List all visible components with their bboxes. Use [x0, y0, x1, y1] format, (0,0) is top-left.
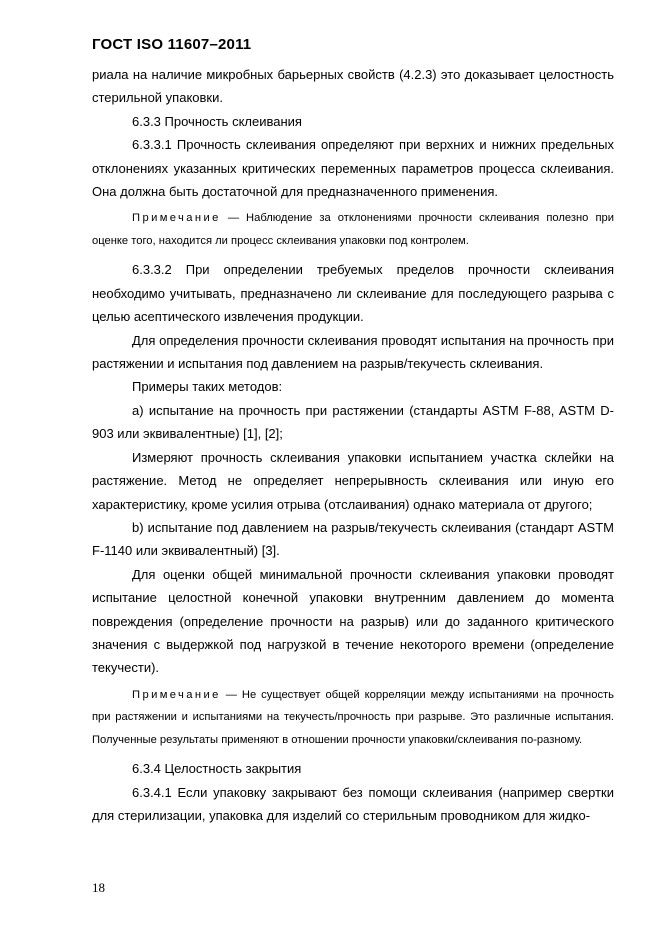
paragraph: риала на наличие микробных барьерных свойств (4.2.3) это доказывает целостность стерильной упаковки.: [92, 67, 614, 106]
list-item: а) испытание на прочность при растяжении (стандарты ASTM F-88, ASTM D-903 или эквивалентные) [1], [2];: [92, 402, 614, 442]
paragraph: Для определения прочности склеивания проводят испытания на прочность при растяжении и испытания под давлением на разрыв/текучесть склеивания.: [92, 332, 614, 372]
list-item: b) испытание под давлением на разрыв/текучесть склеивания (стандарт ASTM F-1140 или эквивалентный) [3].: [92, 519, 614, 559]
section-heading: 6.3.3 Прочность склеивания: [132, 113, 302, 129]
paragraph: 6.3.3.2 При определении требуемых пределов прочности склеивания необходимо учитывать, предназначено ли склеивание для последующего разрыва с целью асептического извлечения продукции.: [92, 262, 614, 325]
paragraph: 6.3.3.1 Прочность склеивания определяют при верхних и нижних предельных отклонениях указанных критических переменных параметров процесса склеивания. Она должна быть достаточной для предназначенного применения.: [92, 137, 614, 200]
note-text: — Наблюдение за отклонениями прочности склеивания полезно при оценке того, находится ли процесс склеивания упаковки под контролем.: [92, 212, 614, 247]
note-text: — Не существует общей корреляции между испытаниями на прочность при растяжении и испытаниями на текучесть/прочность при разрыве. Это различные испытания. Полученные результаты применяют в отношении прочности упаковки/склеивания по-разному.: [92, 688, 614, 746]
paragraph: Примеры таких методов:: [132, 379, 283, 395]
paragraph: Измеряют прочность склеивания упаковки испытанием участка склейки на растяжение. Метод не определяет непрерывность склеивания или иную его характеристику, кроме усилия отрыва (отслаивания) однако материала от другого;: [92, 449, 614, 512]
document-body: [92, 63, 614, 827]
paragraph: 6.3.4.1 Если упаковку закрывают без помощи склеивания (например свертки для стерилизации, упаковка для изделий со стерильным проводником для жидко-: [92, 784, 614, 824]
page-number: 18: [92, 880, 105, 895]
section-heading: 6.3.4 Целостность закрытия: [132, 761, 302, 777]
document-header: ГОСТ ISO 11607–2011: [92, 36, 252, 53]
paragraph: Для оценки общей минимальной прочности склеивания упаковки проводят испытание целостной конечной упаковки внутренним давлением до момента повреждения (определение прочности на разрыв) или до заданного критического значения с выдержкой под нагрузкой в течение некоторого времени (определение текучести).: [92, 566, 614, 676]
note: [92, 207, 614, 252]
note: [92, 684, 614, 752]
note-label: Примечание: [132, 688, 221, 701]
note-label: Примечание: [132, 212, 221, 225]
